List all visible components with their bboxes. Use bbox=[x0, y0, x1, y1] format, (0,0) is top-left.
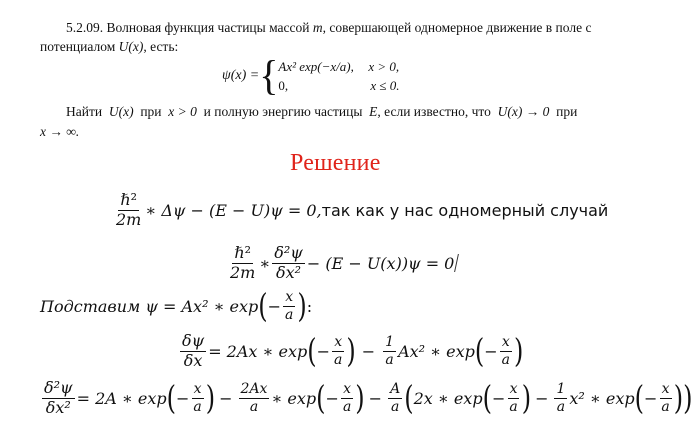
condition: x > 0 bbox=[168, 104, 197, 119]
paren: ) bbox=[355, 379, 365, 418]
problem-line-3 bbox=[66, 104, 577, 120]
denominator: a bbox=[193, 398, 202, 415]
eq3-term: Ax² ∗ exp bbox=[398, 341, 475, 361]
first-derivative bbox=[180, 333, 206, 370]
operator: − bbox=[267, 296, 282, 316]
denominator: 2m bbox=[116, 209, 142, 229]
equation-3 bbox=[178, 333, 523, 370]
numerator: x bbox=[334, 334, 343, 351]
problem-line-4 bbox=[40, 124, 79, 140]
x-over-a bbox=[659, 382, 671, 414]
problem-line-2 bbox=[40, 39, 178, 55]
x-over-a bbox=[500, 335, 512, 367]
x-over-a bbox=[191, 382, 203, 414]
denominator: δx² bbox=[45, 397, 71, 417]
numerator: δ²ψ bbox=[274, 243, 303, 262]
denominator: a bbox=[334, 351, 343, 368]
eq4-term: = 2A ∗ exp bbox=[76, 388, 167, 408]
eq4-term: x² ∗ exp bbox=[569, 388, 635, 408]
numerator: δ²ψ bbox=[44, 378, 73, 397]
paren: ) bbox=[297, 287, 307, 326]
operator: − bbox=[368, 388, 383, 408]
numerator: x bbox=[661, 381, 670, 398]
x-over-a bbox=[332, 335, 344, 367]
case2-cond: x ≤ 0. bbox=[370, 78, 400, 93]
operator: − bbox=[361, 341, 376, 361]
numerator: ℏ² bbox=[234, 243, 252, 262]
case1-expr: Ax² exp(−x/a), bbox=[278, 58, 354, 74]
potential-symbol: U(x) bbox=[108, 104, 134, 119]
paren: ( bbox=[474, 332, 485, 371]
mass-symbol: m bbox=[312, 20, 323, 35]
second-derivative bbox=[42, 380, 75, 417]
paren: ( bbox=[634, 379, 644, 418]
paren: ( bbox=[258, 287, 268, 326]
case2-expr: 0, bbox=[278, 78, 289, 93]
denominator: a bbox=[661, 398, 670, 415]
problem-line-1 bbox=[66, 20, 591, 36]
paren: ( bbox=[482, 379, 492, 418]
denominator: a bbox=[342, 398, 352, 415]
eq1-comment: так как у нас одномерный случай bbox=[321, 200, 609, 220]
psi-lhs: ψ(x) = bbox=[222, 68, 260, 83]
wavefunction-definition bbox=[222, 51, 400, 100]
eq1-expression: ∗ Δψ − (E − U)ψ = 0, bbox=[145, 200, 322, 220]
denominator: a bbox=[556, 398, 566, 415]
colon: : bbox=[306, 296, 313, 316]
potential-symbol: U(x) bbox=[118, 39, 144, 54]
problem-text: Волновая функция частицы массой bbox=[106, 20, 310, 35]
numerator: δψ bbox=[182, 331, 205, 350]
substitution-line bbox=[40, 287, 313, 326]
operator: − bbox=[535, 388, 549, 408]
cases bbox=[278, 57, 399, 96]
numerator: x bbox=[343, 381, 352, 398]
2Ax-over-a bbox=[239, 382, 270, 414]
denominator: δx² bbox=[275, 262, 302, 282]
equation-4 bbox=[40, 380, 693, 417]
operator: − bbox=[484, 341, 498, 361]
problem-text: Найти bbox=[66, 104, 103, 119]
numerator: x bbox=[509, 381, 518, 398]
paren: ( bbox=[307, 332, 317, 371]
denominator: 2m bbox=[230, 262, 256, 282]
operator: − bbox=[325, 388, 339, 408]
numerator: 2Ax bbox=[240, 381, 268, 398]
problem-number: 5.2.09. bbox=[66, 20, 104, 35]
denominator: δx bbox=[183, 350, 203, 370]
text-cursor bbox=[454, 254, 459, 272]
second-derivative bbox=[272, 245, 305, 282]
problem-text: и полную энергию частицы bbox=[203, 104, 363, 119]
denominator: a bbox=[501, 351, 510, 368]
numerator: 1 bbox=[556, 381, 566, 398]
limit: x → ∞. bbox=[40, 124, 80, 139]
paren: ) bbox=[205, 379, 216, 418]
case1-cond: x > 0, bbox=[368, 58, 400, 74]
operator: − bbox=[219, 388, 233, 408]
eq4-term: 2x ∗ exp bbox=[413, 388, 483, 408]
hbar-fraction bbox=[114, 192, 143, 229]
operator: − bbox=[644, 388, 658, 408]
eq2-expression: − (E − U(x))ψ = 0 bbox=[306, 253, 455, 273]
eq4-term: ∗ exp bbox=[271, 388, 317, 408]
denominator: a bbox=[285, 306, 294, 323]
brace: { bbox=[259, 51, 279, 100]
one-over-a bbox=[383, 335, 396, 367]
numerator: 1 bbox=[385, 334, 395, 351]
problem-text: потенциалом bbox=[40, 39, 116, 54]
problem-text: , есть: bbox=[143, 39, 179, 54]
operator: − bbox=[491, 388, 506, 408]
paren: ) bbox=[683, 379, 693, 418]
numerator: x bbox=[193, 381, 202, 398]
x-over-a bbox=[283, 290, 295, 322]
problem-text: при bbox=[140, 104, 162, 119]
x-over-a bbox=[341, 382, 353, 414]
denominator: a bbox=[385, 351, 394, 368]
equation-1 bbox=[112, 192, 608, 229]
problem-text: при bbox=[556, 104, 578, 119]
numerator: A bbox=[390, 381, 401, 398]
paren: ) bbox=[513, 332, 524, 371]
paren: ( bbox=[166, 379, 176, 418]
denominator: a bbox=[390, 398, 400, 415]
problem-text: , если известно, что bbox=[377, 104, 491, 119]
energy-symbol: E bbox=[369, 104, 378, 119]
paren: ) bbox=[346, 332, 356, 371]
denominator: a bbox=[509, 398, 518, 415]
one-over-a bbox=[554, 382, 567, 414]
substitution-text: Подставим ψ = Ax² ∗ exp bbox=[40, 296, 259, 316]
operator: − bbox=[316, 341, 330, 361]
hbar-fraction bbox=[228, 245, 257, 282]
solution-title: Решение bbox=[290, 150, 381, 176]
x-over-a bbox=[507, 382, 519, 414]
limit: U(x) → 0 bbox=[497, 104, 550, 119]
denominator: a bbox=[249, 398, 259, 415]
problem-text: , совершающей одномерное движение в поле с bbox=[322, 20, 592, 35]
eq3-term: = 2Ax ∗ exp bbox=[208, 341, 308, 361]
numerator: ℏ² bbox=[120, 190, 138, 209]
operator: ∗ bbox=[259, 253, 271, 273]
paren: ) bbox=[521, 379, 532, 418]
operator: − bbox=[175, 388, 190, 408]
paren: ( bbox=[316, 379, 326, 418]
A-over-a bbox=[388, 382, 402, 414]
paren: ( bbox=[404, 379, 414, 418]
numerator: x bbox=[501, 334, 510, 351]
paren: ) bbox=[673, 379, 684, 418]
equation-2 bbox=[226, 245, 457, 282]
numerator: x bbox=[285, 289, 294, 305]
